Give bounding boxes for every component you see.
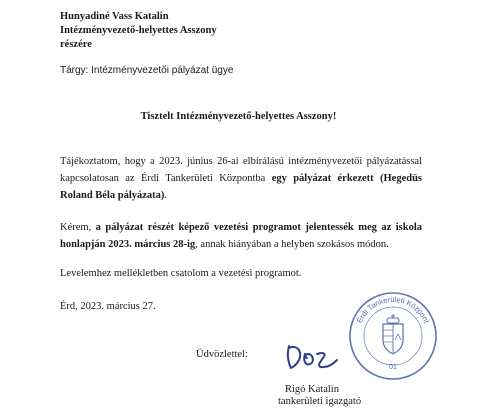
salutation: Tisztelt Intézményvezető-helyettes Asszony! [140,111,337,122]
paragraph2-bold-a: a pályázat részét képező vezetési programot jelentessék meg az iskola honlapján 2023. március 28-ig [60,222,422,250]
coat-of-arms-icon [383,314,403,354]
paragraph2-text-b: , annak hiányában a helyben szokásos módon. [195,239,389,250]
stamp-text: Érdi Tankerületi Központ [354,294,432,325]
paragraph2-text-a: Kérem, [60,222,96,233]
handwritten-signature [283,340,343,374]
paragraph1-text-c: . [164,190,168,201]
paragraph-attachment: Levelemhez mellékletben csatolom a vezetési programot. [60,268,302,279]
addressee-suffix: részére [60,39,92,50]
addressee-name: Hunyadiné Vass Katalin [60,11,169,22]
signatory-name: Rigó Katalin [285,384,339,395]
stamp-number: 01 [389,364,397,371]
place-date: Érd, 2023. március 27. [60,301,156,312]
official-stamp [347,290,439,382]
paragraph-notification [60,153,422,204]
paragraph1-text-a: Tájékoztatom, hogy a 2023. június 26-ai elbírálású intézményvezetői pályázatással kapcsolatosan az Érdi Tankerületi Központba [60,156,422,184]
signatory-title: tankerületi igazgató [278,396,362,407]
subject-line: Tárgy: Intézményvezetői pályázat ügye [60,65,234,76]
closing-greeting: Üdvözlettel: [196,349,248,360]
paragraph-request [60,219,422,253]
addressee-title: Intézményvezető-helyettes Asszony [60,25,217,36]
paragraph1-bold-a: egy pályázat érkezett (Hegedüs Roland Béla [60,173,422,201]
paragraph1-bold-b: pályázata) [117,190,165,201]
